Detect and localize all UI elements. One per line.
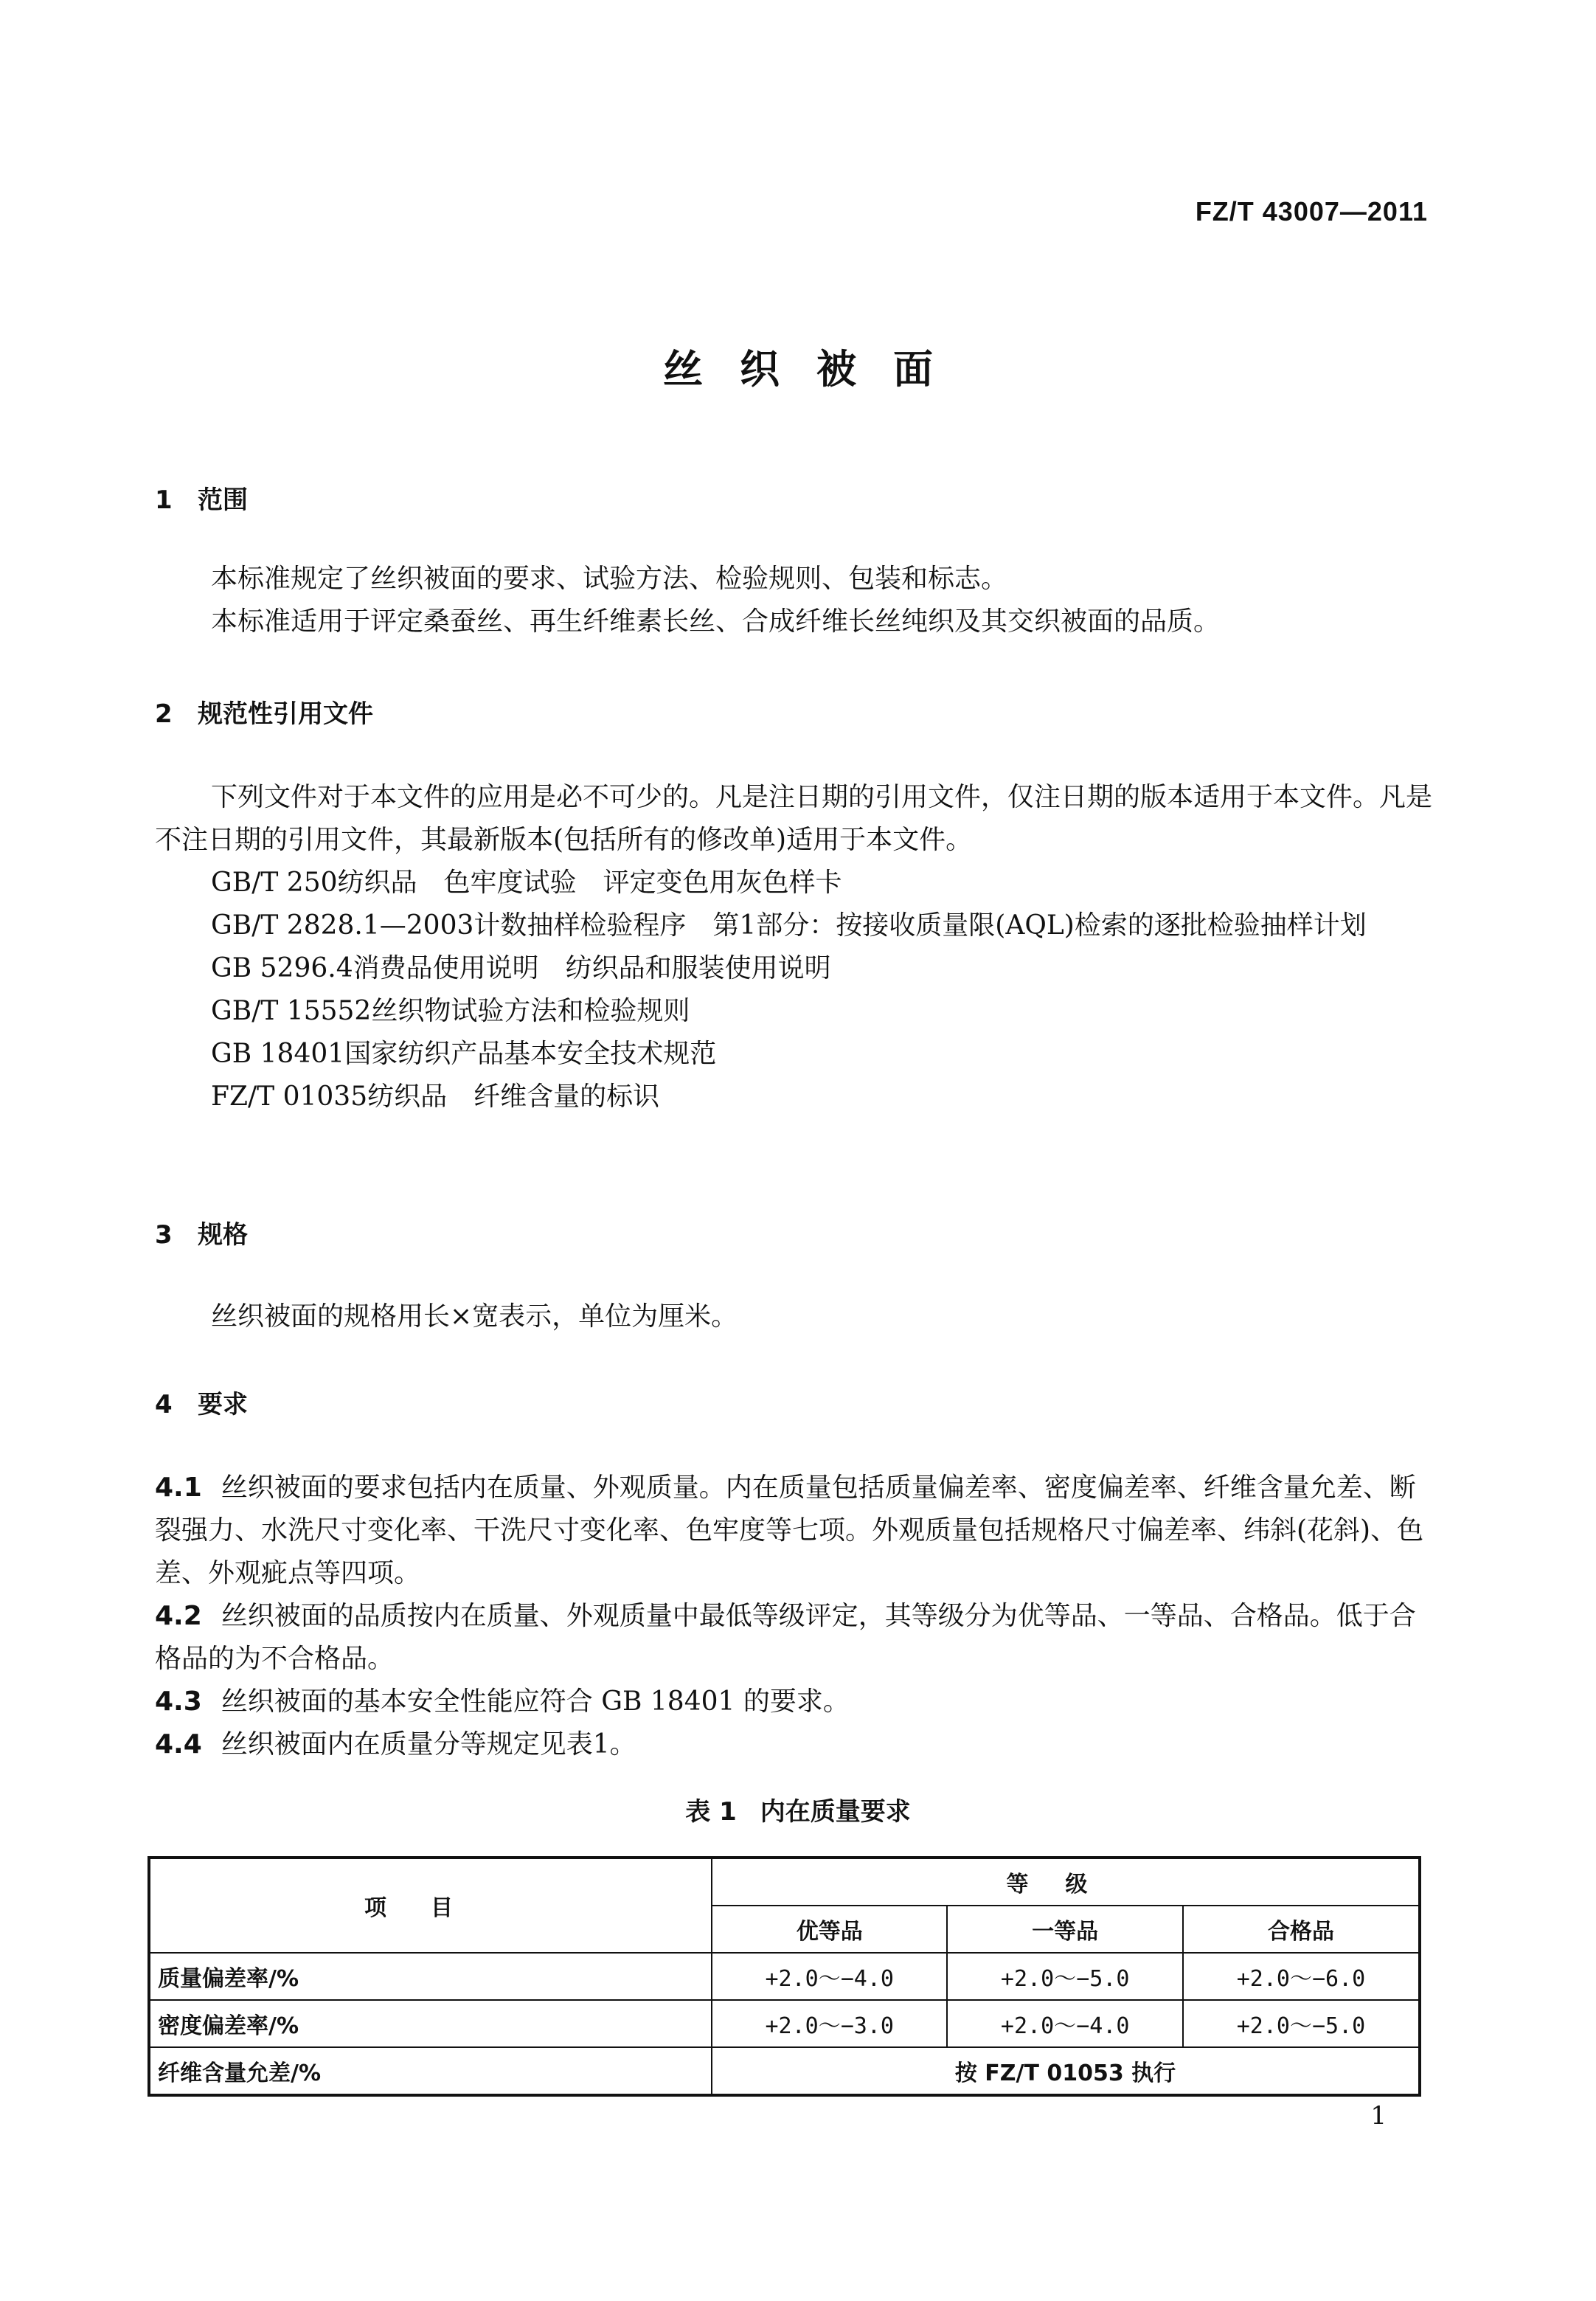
- document-title: 丝织被面: [663, 345, 970, 392]
- reference-code: GB/T 15552: [211, 996, 372, 1026]
- document-id: FZ/T 43007—2011: [1195, 196, 1428, 226]
- clause-number: 4.3: [155, 1686, 202, 1717]
- clause-text: 丝织被面的品质按内在质量、外观质量中最低等级评定，其等级分为优等品、一等品、合格品。低于合格品的为不合格品。: [155, 1601, 1416, 1674]
- cell-value: +2.0～−4.0: [947, 2000, 1182, 2047]
- section-4-heading: [155, 1384, 248, 1420]
- cell-value: +2.0～−4.0: [712, 1953, 947, 2000]
- reference-item: [155, 990, 1442, 1033]
- reference-item: [155, 904, 1442, 947]
- clause-number: 4.1: [155, 1473, 202, 1503]
- table-header-row: [149, 1858, 1420, 1906]
- section-number: 1: [155, 485, 173, 515]
- cell-value: +2.0～−3.0: [712, 2000, 947, 2047]
- row-item: 纤维含量允差/%: [149, 2047, 712, 2095]
- clause-text: 丝织被面内在质量分等规定见表1。: [221, 1729, 636, 1760]
- header-grade: 等级: [712, 1858, 1420, 1906]
- clause-4-4: [155, 1723, 1442, 1766]
- reference-name: 丝织物试验方法和检验规则: [371, 996, 690, 1026]
- paragraph: 丝织被面的规格用长×宽表示，单位为厘米。: [211, 1301, 738, 1332]
- reference-code: GB/T 250: [211, 868, 338, 898]
- table-row: [149, 2000, 1420, 2047]
- reference-name: 国家纺织产品基本安全技术规范: [344, 1039, 717, 1069]
- clause-4-1: [155, 1467, 1442, 1595]
- table-number: 表 1: [685, 1797, 737, 1827]
- reference-code: GB 5296.4: [211, 953, 353, 983]
- table-title: 内在质量要求: [760, 1797, 911, 1827]
- reference-name: 纺织品 色牢度试验 评定变色用灰色样卡: [337, 868, 842, 898]
- clause-4-3: [155, 1681, 1442, 1723]
- reference-item: [155, 947, 1442, 990]
- clause-number: 4.2: [155, 1601, 202, 1631]
- section-number: 4: [155, 1390, 173, 1419]
- header-grade-2: 一等品: [947, 1906, 1182, 1953]
- section-title: 要求: [198, 1390, 248, 1419]
- section-number: 2: [155, 699, 173, 729]
- section-3-heading: [155, 1214, 248, 1250]
- reference-item: [155, 862, 1442, 904]
- row-item: 密度偏差率/%: [149, 2000, 712, 2047]
- reference-name: 消费品使用说明 纺织品和服装使用说明: [353, 953, 831, 983]
- clause-number: 4.4: [155, 1729, 202, 1760]
- reference-name: 计数抽样检验程序 第1部分：按接收质量限(AQL)检索的逐批检验抽样计划: [473, 910, 1367, 941]
- section-number: 3: [155, 1220, 173, 1250]
- section-title: 范围: [198, 485, 248, 515]
- clause-text: 丝织被面的要求包括内在质量、外观质量。内在质量包括质量偏差率、密度偏差率、纤维含量允差、断裂强力、水洗尺寸变化率、干洗尺寸变化率、色牢度等七项。外观质量包括规格尺寸偏差率、纬斜(花斜)、色差、外观疵点等四项。: [155, 1473, 1424, 1588]
- header-grade-1: 优等品: [712, 1906, 947, 1953]
- page-number: 1: [1370, 2101, 1387, 2131]
- clause-text: 丝织被面的基本安全性能应符合 GB 18401 的要求。: [221, 1686, 850, 1717]
- clause-4-2: [155, 1595, 1442, 1681]
- header-grade-3: 合格品: [1183, 1906, 1420, 1953]
- table-caption: [0, 1791, 1596, 1827]
- section-2-heading: [155, 693, 373, 730]
- cell-value: +2.0～−5.0: [1183, 2000, 1420, 2047]
- header-item: 项目: [149, 1858, 712, 1953]
- reference-code: GB 18401: [211, 1039, 345, 1069]
- paragraph: 本标准适用于评定桑蚕丝、再生纤维素长丝、合成纤维长丝纯织及其交织被面的品质。: [211, 606, 1221, 637]
- paragraph: 本标准规定了丝织被面的要求、试验方法、检验规则、包装和标志。: [211, 564, 1008, 594]
- reference-item: [155, 1033, 1442, 1076]
- paragraph: 下列文件对于本文件的应用是必不可少的。凡是注日期的引用文件，仅注日期的版本适用于本文件。凡是不注日期的引用文件，其最新版本(包括所有的修改单)适用于本文件。: [155, 782, 1433, 855]
- row-item: 质量偏差率/%: [149, 1953, 712, 2000]
- reference-item: [155, 1076, 1442, 1118]
- table-row: [149, 2047, 1420, 2095]
- cell-value: +2.0～−6.0: [1183, 1953, 1420, 2000]
- quality-requirements-table: [148, 1856, 1421, 2097]
- reference-code: GB/T 2828.1—2003: [211, 910, 474, 941]
- table-row: [149, 1953, 1420, 2000]
- section-1-heading: [155, 480, 248, 516]
- cell-value: +2.0～−5.0: [947, 1953, 1182, 2000]
- reference-name: 纺织品 纤维含量的标识: [367, 1082, 660, 1112]
- section-title: 规范性引用文件: [198, 699, 373, 729]
- reference-code: FZ/T 01035: [211, 1082, 368, 1112]
- cell-value-merged: 按 FZ/T 01053 执行: [712, 2047, 1420, 2095]
- section-title: 规格: [198, 1220, 248, 1250]
